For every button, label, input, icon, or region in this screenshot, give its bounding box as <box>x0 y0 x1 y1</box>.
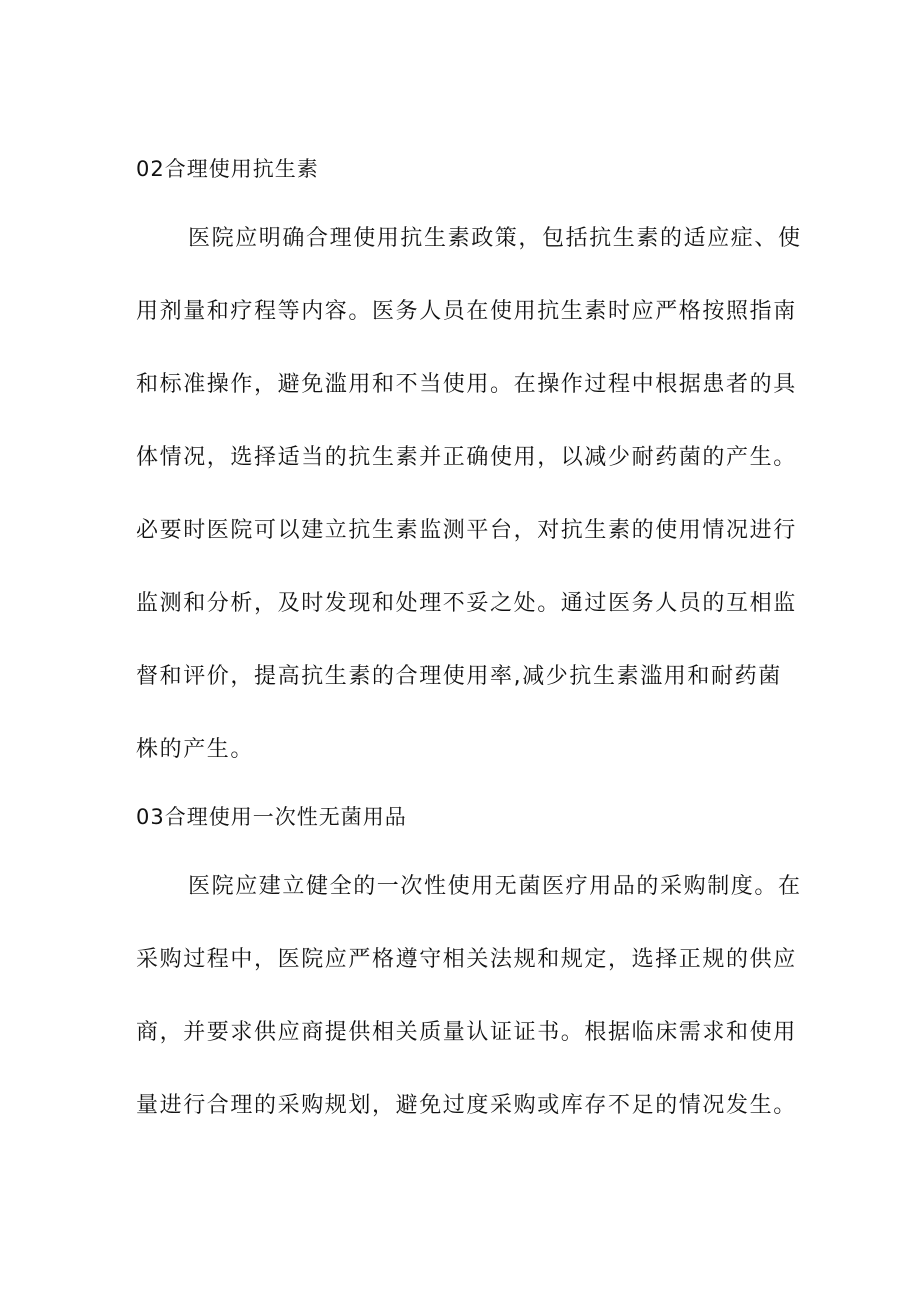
paragraph-line: 督和评价，提高抗生素的合理使用率,减少抗生素滥用和耐药菌 <box>136 664 782 689</box>
paragraph-line: 和标准操作，避免滥用和不当使用。在操作过程中根据患者的具 <box>136 372 797 397</box>
paragraph-line: 量进行合理的采购规划，避免过度采购或库存不足的情况发生。 <box>136 1093 797 1118</box>
paragraph-line: 株的产生。 <box>136 737 255 762</box>
section-heading-03: 03合理使用一次性无菌用品 <box>136 805 407 829</box>
paragraph-line: 医院应建立健全的一次性使用无菌医疗用品的采购制度。在 <box>188 874 802 899</box>
paragraph-line: 用剂量和疗程等内容。医务人员在使用抗生素时应严格按照指南 <box>136 299 797 324</box>
paragraph-line: 商，并要求供应商提供相关质量认证证书。根据临床需求和使用 <box>136 1020 797 1045</box>
paragraph-line: 采购过程中，医院应严格遵守相关法规和规定，选择正规的供应 <box>136 947 797 972</box>
paragraph-line: 体情况，选择适当的抗生素并正确使用，以减少耐药菌的产生。 <box>136 445 797 470</box>
paragraph-line: 监测和分析，及时发现和处理不妥之处。通过医务人员的互相监 <box>136 591 797 616</box>
paragraph-line: 医院应明确合理使用抗生素政策，包括抗生素的适应症、使 <box>188 226 802 251</box>
section-heading-02: 02合理使用抗生素 <box>136 157 319 181</box>
paragraph-line: 必要时医院可以建立抗生素监测平台，对抗生素的使用情况进行 <box>136 518 797 543</box>
